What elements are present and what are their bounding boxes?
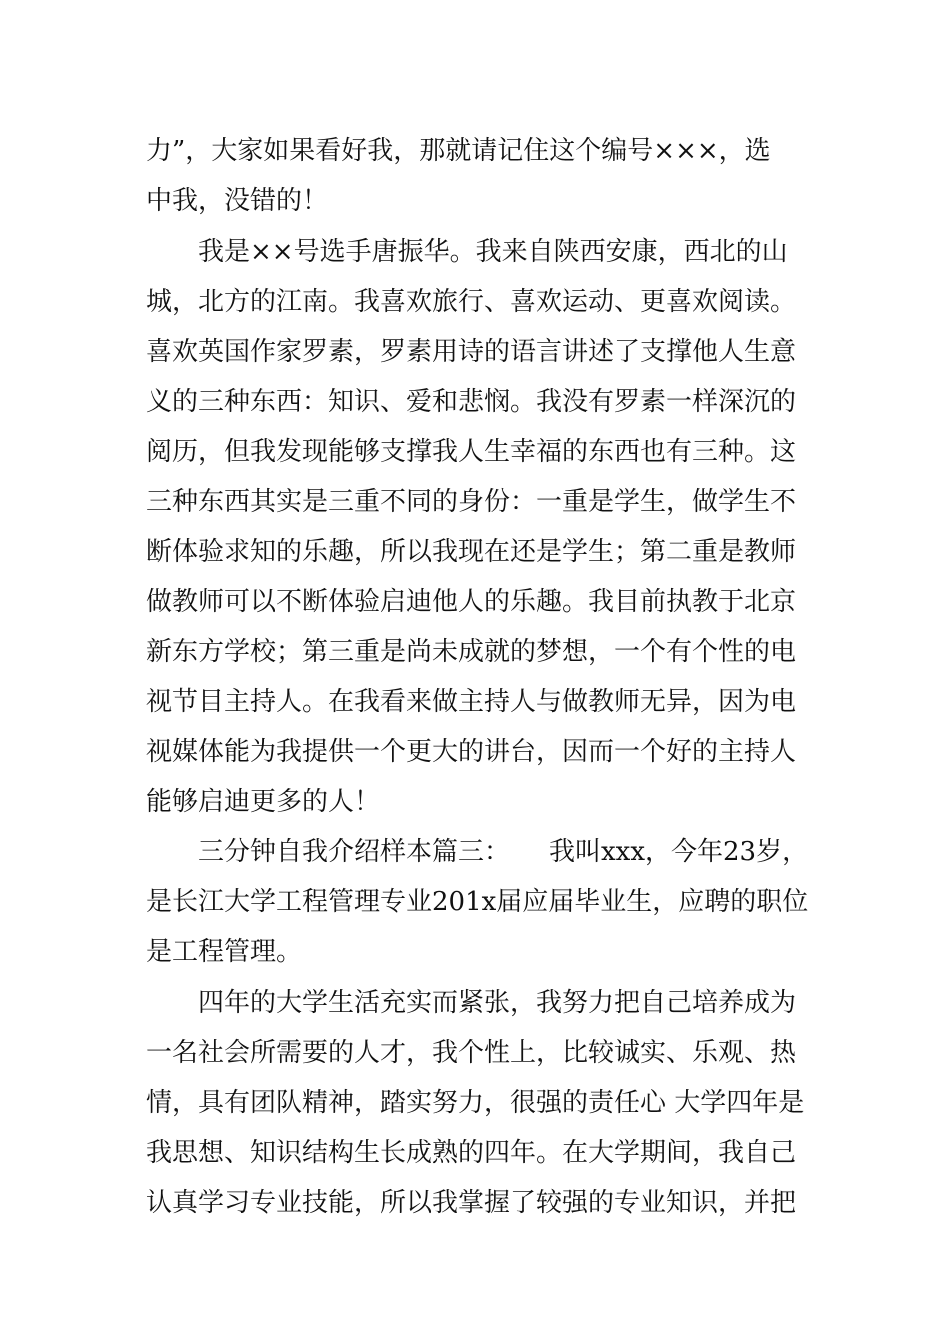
text-line: 喜欢英国作家罗素，罗素用诗的语言讲述了支撑他人生意	[146, 337, 797, 367]
text-line: 力”，大家如果看好我，那就请记住这个编号×××，选	[146, 136, 771, 166]
text-line: 是工程管理。	[146, 937, 303, 967]
text-line: 义的三种东西：知识、爱和悲悯。我没有罗素一样深沉的	[146, 387, 797, 417]
text-line: 阅历，但我发现能够支撑我人生幸福的东西也有三种。这	[146, 437, 797, 467]
text-line: 是长江大学工程管理专业201x届应届毕业生，应聘的职位	[146, 887, 809, 917]
text-line: 一名社会所需要的人才，我个性上，比较诚实、乐观、热	[146, 1038, 797, 1068]
text-line: 断体验求知的乐趣，所以我现在还是学生；第二重是教师	[146, 537, 797, 567]
text-line: 做教师可以不断体验启迪他人的乐趣。我目前执教于北京	[146, 587, 797, 617]
text-line: 情，具有团队精神，踏实努力，很强的责任心 大学四年是	[146, 1088, 805, 1118]
text-line: 城，北方的江南。我喜欢旅行、喜欢运动、更喜欢阅读。	[146, 287, 797, 317]
paragraph-start-line: 三分钟自我介绍样本篇三： 我叫xxx，今年23岁，	[198, 837, 809, 867]
text-line: 视媒体能为我提供一个更大的讲台，因而一个好的主持人	[146, 737, 797, 767]
paragraph-start-line: 四年的大学生活充实而紧张，我努力把自己培养成为	[198, 988, 797, 1018]
text-line: 中我，没错的！	[146, 186, 329, 216]
text-line: 新东方学校；第三重是尚未成就的梦想，一个有个性的电	[146, 637, 797, 667]
text-line: 视节目主持人。在我看来做主持人与做教师无异，因为电	[146, 687, 797, 717]
text-line: 认真学习专业技能，所以我掌握了较强的专业知识，并把	[146, 1188, 797, 1218]
text-line: 三种东西其实是三重不同的身份：一重是学生，做学生不	[146, 487, 797, 517]
paragraph-start-line: 我是××号选手唐振华。我来自陕西安康，西北的山	[198, 237, 788, 267]
text-line: 我思想、知识结构生长成熟的四年。在大学期间，我自己	[146, 1138, 797, 1168]
text-line: 能够启迪更多的人！	[146, 787, 381, 817]
